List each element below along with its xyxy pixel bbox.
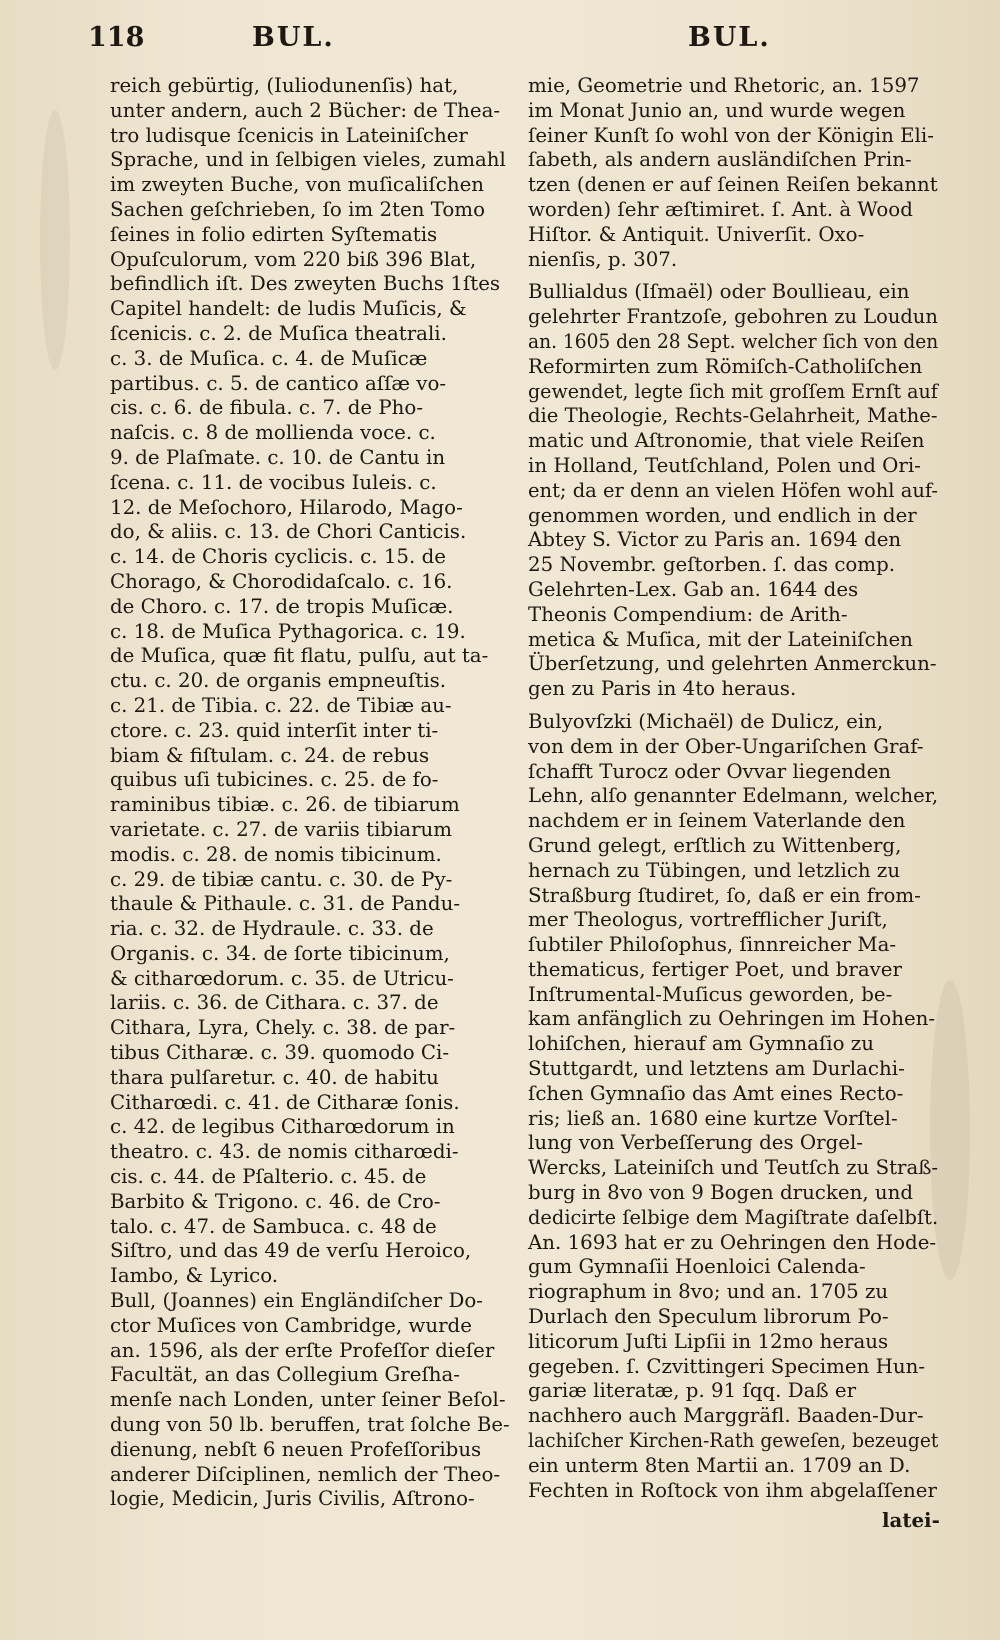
text-line: tro ludisque ſcenicis in Lateiniſcher (110, 123, 468, 147)
text-line: Citharœdi. c. 41. de Citharæ ſonis. (110, 1090, 460, 1114)
text-line: reich gebürtig, (Iuliodunenſis) hat, (110, 74, 459, 97)
text-line: Iambo, & Lyrico. (110, 1264, 279, 1288)
text-line: nienſis, p. 307. (528, 247, 678, 271)
text-line: ſchafft Turocz oder Ovvar liegenden (528, 759, 892, 783)
running-header (0, 22, 1000, 62)
text-line: Fechten in Roſtock von ihm abgelaſſener (528, 1478, 937, 1502)
text-line: Durlach den Speculum librorum Po- (528, 1305, 889, 1329)
text-line: hernach zu Tübingen, und letzlich zu (528, 858, 901, 882)
text-line: thaule & Pithaule. c. 31. de Pandu- (110, 892, 461, 916)
text-line: burg in 8vo von 9 Bogen drucken, und (528, 1181, 914, 1205)
text-line: Bull, (Joannes) ein Engländiſcher Do- (110, 1289, 483, 1313)
text-line: dung von 50 lb. beruffen, trat ſolche Be- (110, 1413, 510, 1437)
text-line: lariis. c. 36. de Cithara. c. 37. de (110, 991, 439, 1015)
text-line: im Monat Junio an, und wurde wegen (528, 98, 906, 122)
text-line: lohiſchen, hierauf am Gymnaſio zu (528, 1032, 874, 1056)
text-line: do, & aliis. c. 13. de Chori Canticis. (110, 520, 467, 544)
text-line: c. 21. de Tibia. c. 22. de Tibiæ au- (110, 693, 452, 717)
text-line: biam & fiſtulam. c. 24. de rebus (110, 743, 430, 767)
text-line: gariæ literatæ, p. 91 ſqq. Daß er (528, 1379, 857, 1403)
text-line: ſeines in folio edirten Syſtematis (110, 222, 438, 246)
entry-separator (528, 702, 938, 710)
text-line: Facultät, an das Collegium Greſha- (110, 1363, 460, 1387)
text-line: die Theologie, Rechts-Gelahrheit, Mathe- (528, 404, 938, 428)
text-line: gewendet, legte ſich mit groſſem Ernſt auf (528, 379, 938, 403)
text-line: Wercks, Lateiniſch und Teutſch zu Straß- (528, 1156, 939, 1180)
catchword: latei- (882, 1508, 940, 1532)
text-line: riographum in 8vo; und an. 1705 zu (528, 1280, 889, 1304)
text-line: naſcis. c. 8 de mollienda voce. c. (110, 421, 436, 445)
text-line: 9. de Plaſmate. c. 10. de Cantu in (110, 445, 446, 469)
text-line: ſubtiler Philoſophus, ſinnreicher Ma- (528, 933, 897, 957)
text-line: matic und Aſtronomie, that viele Reiſen (528, 429, 925, 453)
text-line: dienung, nebſt 6 neuen Profeſſoribus (110, 1437, 482, 1461)
right-text-column (528, 74, 938, 1503)
text-line: Bullialdus (Iſmaël) oder Boullieau, ein (528, 280, 910, 304)
text-line: von dem in der Ober-Ungariſchen Graf- (528, 734, 924, 758)
text-line: logie, Medicin, Juris Civilis, Aſtrono- (110, 1487, 475, 1511)
text-line: varietate. c. 27. de variis tibiarum (110, 817, 453, 841)
text-line: theatro. c. 43. de nomis citharœdi- (110, 1140, 459, 1164)
text-line: nachhero auch Marggräfl. Baaden-Dur- (528, 1404, 924, 1428)
text-line: dedicirte ſelbige dem Magiſtrate daſelbſt. (528, 1205, 939, 1229)
text-line: ſchen Gymnaſio das Amt eines Recto- (528, 1081, 904, 1105)
text-line: in Holland, Teutſchland, Polen und Ori- (528, 453, 921, 477)
text-line: ria. c. 32. de Hydraule. c. 33. de (110, 917, 434, 941)
text-line: gum Gymnaſii Hoenloici Calenda- (528, 1255, 866, 1279)
text-line: Reformirten zum Römiſch-Catholiſchen (528, 354, 923, 378)
text-line: Inſtrumental-Muſicus geworden, be- (528, 982, 893, 1006)
text-line: Lehn, alſo genannter Edelmann, welcher, (528, 784, 939, 808)
text-line: kam anfänglich zu Oehringen im Hohen- (528, 1007, 936, 1031)
text-line: thematicus, fertiger Poet, und braver (528, 957, 902, 981)
text-line: talo. c. 47. de Sambuca. c. 48 de (110, 1214, 437, 1238)
text-line: Opuſculorum, vom 220 biß 396 Blat, (110, 247, 477, 271)
text-line: menſe nach Londen, unter ſeiner Beſol- (110, 1388, 506, 1412)
text-line: lung von Verbeſſerung des Orgel- (528, 1131, 863, 1155)
left-text-column (110, 74, 510, 1512)
text-line: liticorum Juſti Lipſii in 12mo heraus (528, 1329, 889, 1353)
text-line: ris; ließ an. 1680 eine kurtze Vorſtel- (528, 1106, 898, 1130)
text-line: Grund gelegt, erſtlich zu Wittenberg, (528, 833, 902, 857)
text-line: Hiſtor. & Antiquit. Univerſit. Oxo- (528, 222, 865, 246)
text-line: gegeben. ſ. Czvittingeri Specimen Hun- (528, 1354, 926, 1378)
text-line: unter andern, auch 2 Bücher: de Thea- (110, 98, 501, 122)
text-line: 25 Novembr. geſtorben. ſ. das comp. (528, 553, 896, 577)
text-line: worden) ſehr æſtimiret. ſ. Ant. à Wood (528, 197, 913, 221)
text-line: befindlich iſt. Des zweyten Buchs 1ſtes (110, 272, 501, 296)
text-line: c. 42. de legibus Citharœdorum in (110, 1115, 455, 1139)
text-line: ctu. c. 20. de organis empneuſtis. (110, 669, 447, 693)
text-line: ſabeth, als andern ausländiſchen Prin- (528, 148, 912, 172)
text-line: anderer Diſciplinen, nemlich der Theo- (110, 1462, 501, 1486)
text-line: de Muſica, quæ fit flatu, pulſu, aut ta- (110, 644, 489, 668)
text-line: raminibus tibiæ. c. 26. de tibiarum (110, 793, 460, 817)
text-line: Organis. c. 34. de ſorte tibicinum, (110, 941, 450, 965)
text-line: Bulyovſzki (Michaël) de Dulicz, ein, (528, 709, 884, 733)
text-line: Stuttgardt, und letztens am Durlachi- (528, 1057, 905, 1081)
text-line: modis. c. 28. de nomis tibicinum. (110, 842, 442, 866)
text-line: nachdem er in ſeinem Vaterlande den (528, 809, 906, 833)
text-line: c. 14. de Choris cyclicis. c. 15. de (110, 545, 446, 569)
text-line: & citharœdorum. c. 35. de Utricu- (110, 966, 454, 990)
text-line: mer Theologus, vortrefflicher Juriſt, (528, 908, 888, 932)
text-line: Barbito & Trigono. c. 46. de Cro- (110, 1189, 441, 1213)
text-line: ſcena. c. 11. de vocibus Iuleis. c. (110, 470, 437, 494)
text-line: ctore. c. 23. quid interſit inter ti- (110, 718, 439, 742)
text-line: ſcenicis. c. 2. de Muſica theatrali. (110, 321, 447, 345)
text-line: mie, Geometrie und Rhetoric, an. 1597 (528, 74, 920, 97)
text-line: Siſtro, und das 49 de verſu Heroico, (110, 1239, 472, 1263)
text-line: tzen (denen er auf ſeinen Reiſen bekannt (528, 173, 938, 197)
text-line: ſeiner Kunſt ſo wohl von der Königin Eli- (528, 123, 934, 147)
text-line: cis. c. 6. de fibula. c. 7. de Pho- (110, 396, 424, 420)
text-line: Straßburg ſtudiret, ſo, daß er ein from- (528, 883, 921, 907)
text-line: genommen worden, und endlich in der (528, 503, 917, 527)
text-line: Theonis Compendium: de Arith- (528, 602, 848, 626)
text-line: Chorago, & Chorodidaſcalo. c. 16. (110, 569, 453, 593)
text-line: partibus. c. 5. de cantico aſſæ vo- (110, 371, 447, 395)
text-line: quibus uſi tubicines. c. 25. de fo- (110, 768, 439, 792)
text-line: An. 1693 hat er zu Oehringen den Hode- (528, 1230, 937, 1254)
text-line: gelehrter Frantzoſe, gebohren zu Loudun (528, 305, 938, 329)
text-line: tibus Citharæ. c. 39. quomodo Ci- (110, 1041, 450, 1065)
text-line: Abtey S. Victor zu Paris an. 1694 den (528, 528, 902, 552)
text-line: thara pulſaretur. c. 40. de habitu (110, 1065, 439, 1089)
entry-separator (528, 272, 938, 280)
text-line: Capitel handelt: de ludis Muſicis, & (110, 297, 467, 321)
text-line: c. 18. de Muſica Pythagorica. c. 19. (110, 619, 466, 643)
text-line: ent; da er denn an vielen Höfen wohl auf- (528, 478, 939, 502)
text-line: c. 3. de Muſica. c. 4. de Muſicæ (110, 346, 428, 370)
text-line: an. 1596, als der erſte Profeſſor dieſer (110, 1338, 495, 1362)
text-line: Sachen geſchrieben, ſo im 2ten Tomo (110, 197, 485, 221)
text-line: gen zu Paris in 4to heraus. (528, 677, 797, 701)
page-number: 118 (88, 22, 145, 53)
right-running-head: BUL. (688, 22, 771, 53)
page-stain (40, 110, 70, 370)
text-line: Cithara, Lyra, Chely. c. 38. de par- (110, 1016, 456, 1040)
text-line: de Choro. c. 17. de tropis Muſicæ. (110, 594, 454, 618)
text-line: ctor Muſices von Cambridge, wurde (110, 1313, 472, 1337)
left-running-head: BUL. (252, 22, 335, 53)
text-line: cis. c. 44. de Pſalterio. c. 45. de (110, 1165, 427, 1189)
text-line: c. 29. de tibiæ cantu. c. 30. de Py- (110, 867, 453, 891)
text-line: im zweyten Buche, von muſicaliſchen (110, 173, 485, 197)
text-line: Gelehrten-Lex. Gab an. 1644 des (528, 577, 859, 601)
text-line: Überſetzung, und gelehrten Anmerckun- (528, 652, 937, 676)
text-line: ein unterm 8ten Martii an. 1709 an D. (528, 1453, 911, 1477)
text-line: 12. de Meſochoro, Hilarodo, Mago- (110, 495, 463, 519)
text-line: lachiſcher Kirchen-Rath geweſen, bezeuget (528, 1429, 939, 1453)
text-line: Sprache, und in ſelbigen vieles, zumahl (110, 148, 506, 172)
text-line: metica & Muſica, mit der Lateiniſchen (528, 627, 913, 651)
text-line: an. 1605 den 28 Sept. welcher ſich von den (528, 329, 939, 353)
